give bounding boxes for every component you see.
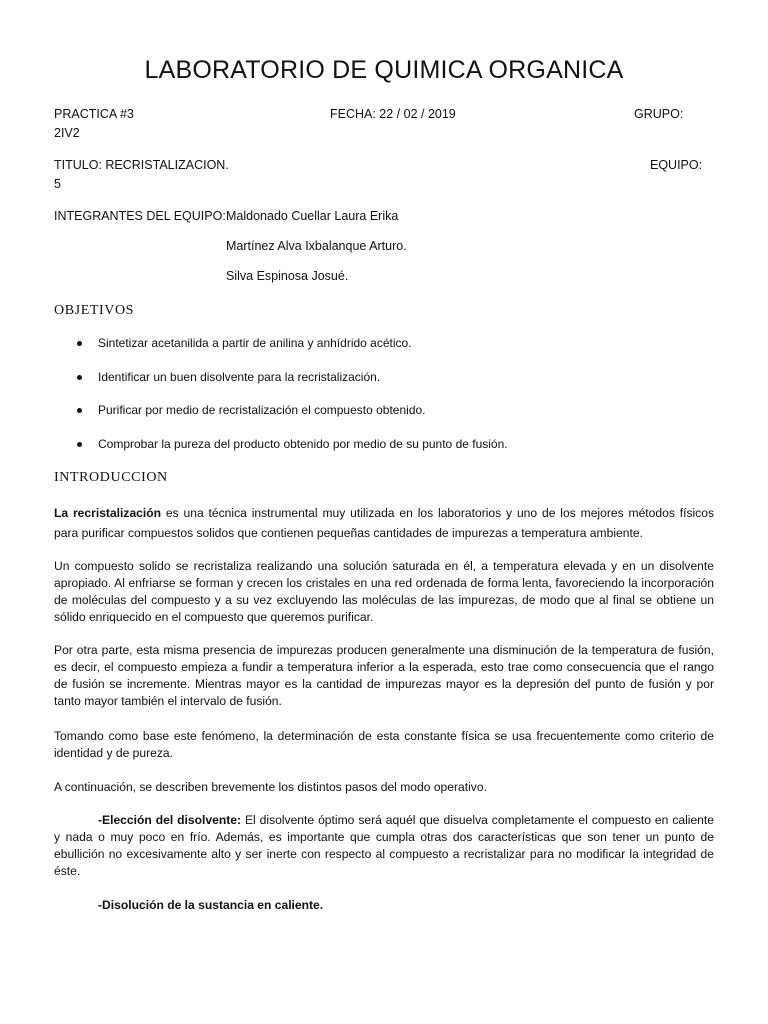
paragraph: A continuación, se describen brevemente los distintos pasos del modo operativo. (54, 780, 487, 794)
bold-term: -Disolución de la sustancia en caliente. (98, 898, 324, 912)
grupo-label: GRUPO: (634, 107, 684, 121)
paragraph: Un compuesto solido se recristaliza realizando una solución saturada en él, a temperatura elevada y en un disolvente apropiado. Al enfriarse se forman y crecen los cristales en una red ordenada de forma lenta, favoreciendo la incorporación de moléculas del compuesto y a su vez excluyendo las moléculas de las impurezas, de modo que al final se obtiene un sólido enriquecido en el compuesto que queremos purificar. (54, 559, 714, 624)
integrantes-label: INTEGRANTES DEL EQUIPO: (54, 209, 226, 223)
paragraph (54, 503, 714, 543)
paragraph: Por otra parte, esta misma presencia de impurezas producen generalmente una disminución de la temperatura de fusión, es decir, el compuesto empieza a fundir a temperatura inferior a la esperada, esto trae como consecuencia que el rango de fusión se incremente. Mientras mayor es la cantidad de impurezas mayor es la depresión del punto de fusión y por tanto mayor también el intervalo de fusión. (54, 643, 714, 708)
practica-label: PRACTICA #3 (54, 107, 134, 121)
member-name: Maldonado Cuellar Laura Erika (226, 209, 399, 223)
list-item: Sintetizar acetanilida a partir de anilina y anhídrido acético. (54, 335, 714, 369)
paragraph-text: es una técnica instrumental muy utilizada en los laboratorios y uno de los mejores métodos físicos para purificar compuestos solidos que contienen pequeñas cantidades de impurezas a temperatura ambiente. (54, 506, 715, 540)
grupo-value: 2IV2 (54, 126, 80, 140)
fecha-label: FECHA: 22 / 02 / 2019 (330, 107, 456, 121)
paragraph (54, 812, 714, 880)
list-item: Identificar un buen disolvente para la recristalización. (54, 369, 714, 403)
member-name: Martínez Alva Ixbalanque Arturo. (226, 239, 407, 253)
paragraph-text: El disolvente óptimo será aquél que disuelva completamente el compuesto en caliente y nada o muy poco en frío. Además, es importante que cumpla otras dos características que son tener un punto de ebullición no excesivamente alto y ser inerte con respecto al compuesto a recristalizar para no modificar la integridad de éste. (54, 813, 714, 878)
bold-term: La recristalización (54, 506, 162, 520)
document-title: LABORATORIO DE QUIMICA ORGANICA (144, 56, 624, 84)
objectives-list (54, 335, 714, 469)
equipo-label: EQUIPO: (650, 158, 703, 172)
member-name: Silva Espinosa Josué. (226, 269, 349, 283)
equipo-value: 5 (54, 177, 61, 191)
introduccion-heading: INTRODUCCION (54, 470, 168, 485)
bold-term: -Elección del disolvente: (98, 813, 241, 827)
paragraph: Tomando como base este fenómeno, la determinación de esta constante física se usa frecuentemente como criterio de identidad y de pureza. (54, 729, 714, 760)
objetivos-heading: OBJETIVOS (54, 303, 135, 318)
titulo-label: TITULO: RECRISTALIZACION. (54, 158, 229, 172)
paragraph (54, 897, 714, 914)
list-item: Purificar por medio de recristalización el compuesto obtenido. (54, 402, 714, 436)
list-item: Comprobar la pureza del producto obtenido por medio de su punto de fusión. (54, 436, 714, 470)
